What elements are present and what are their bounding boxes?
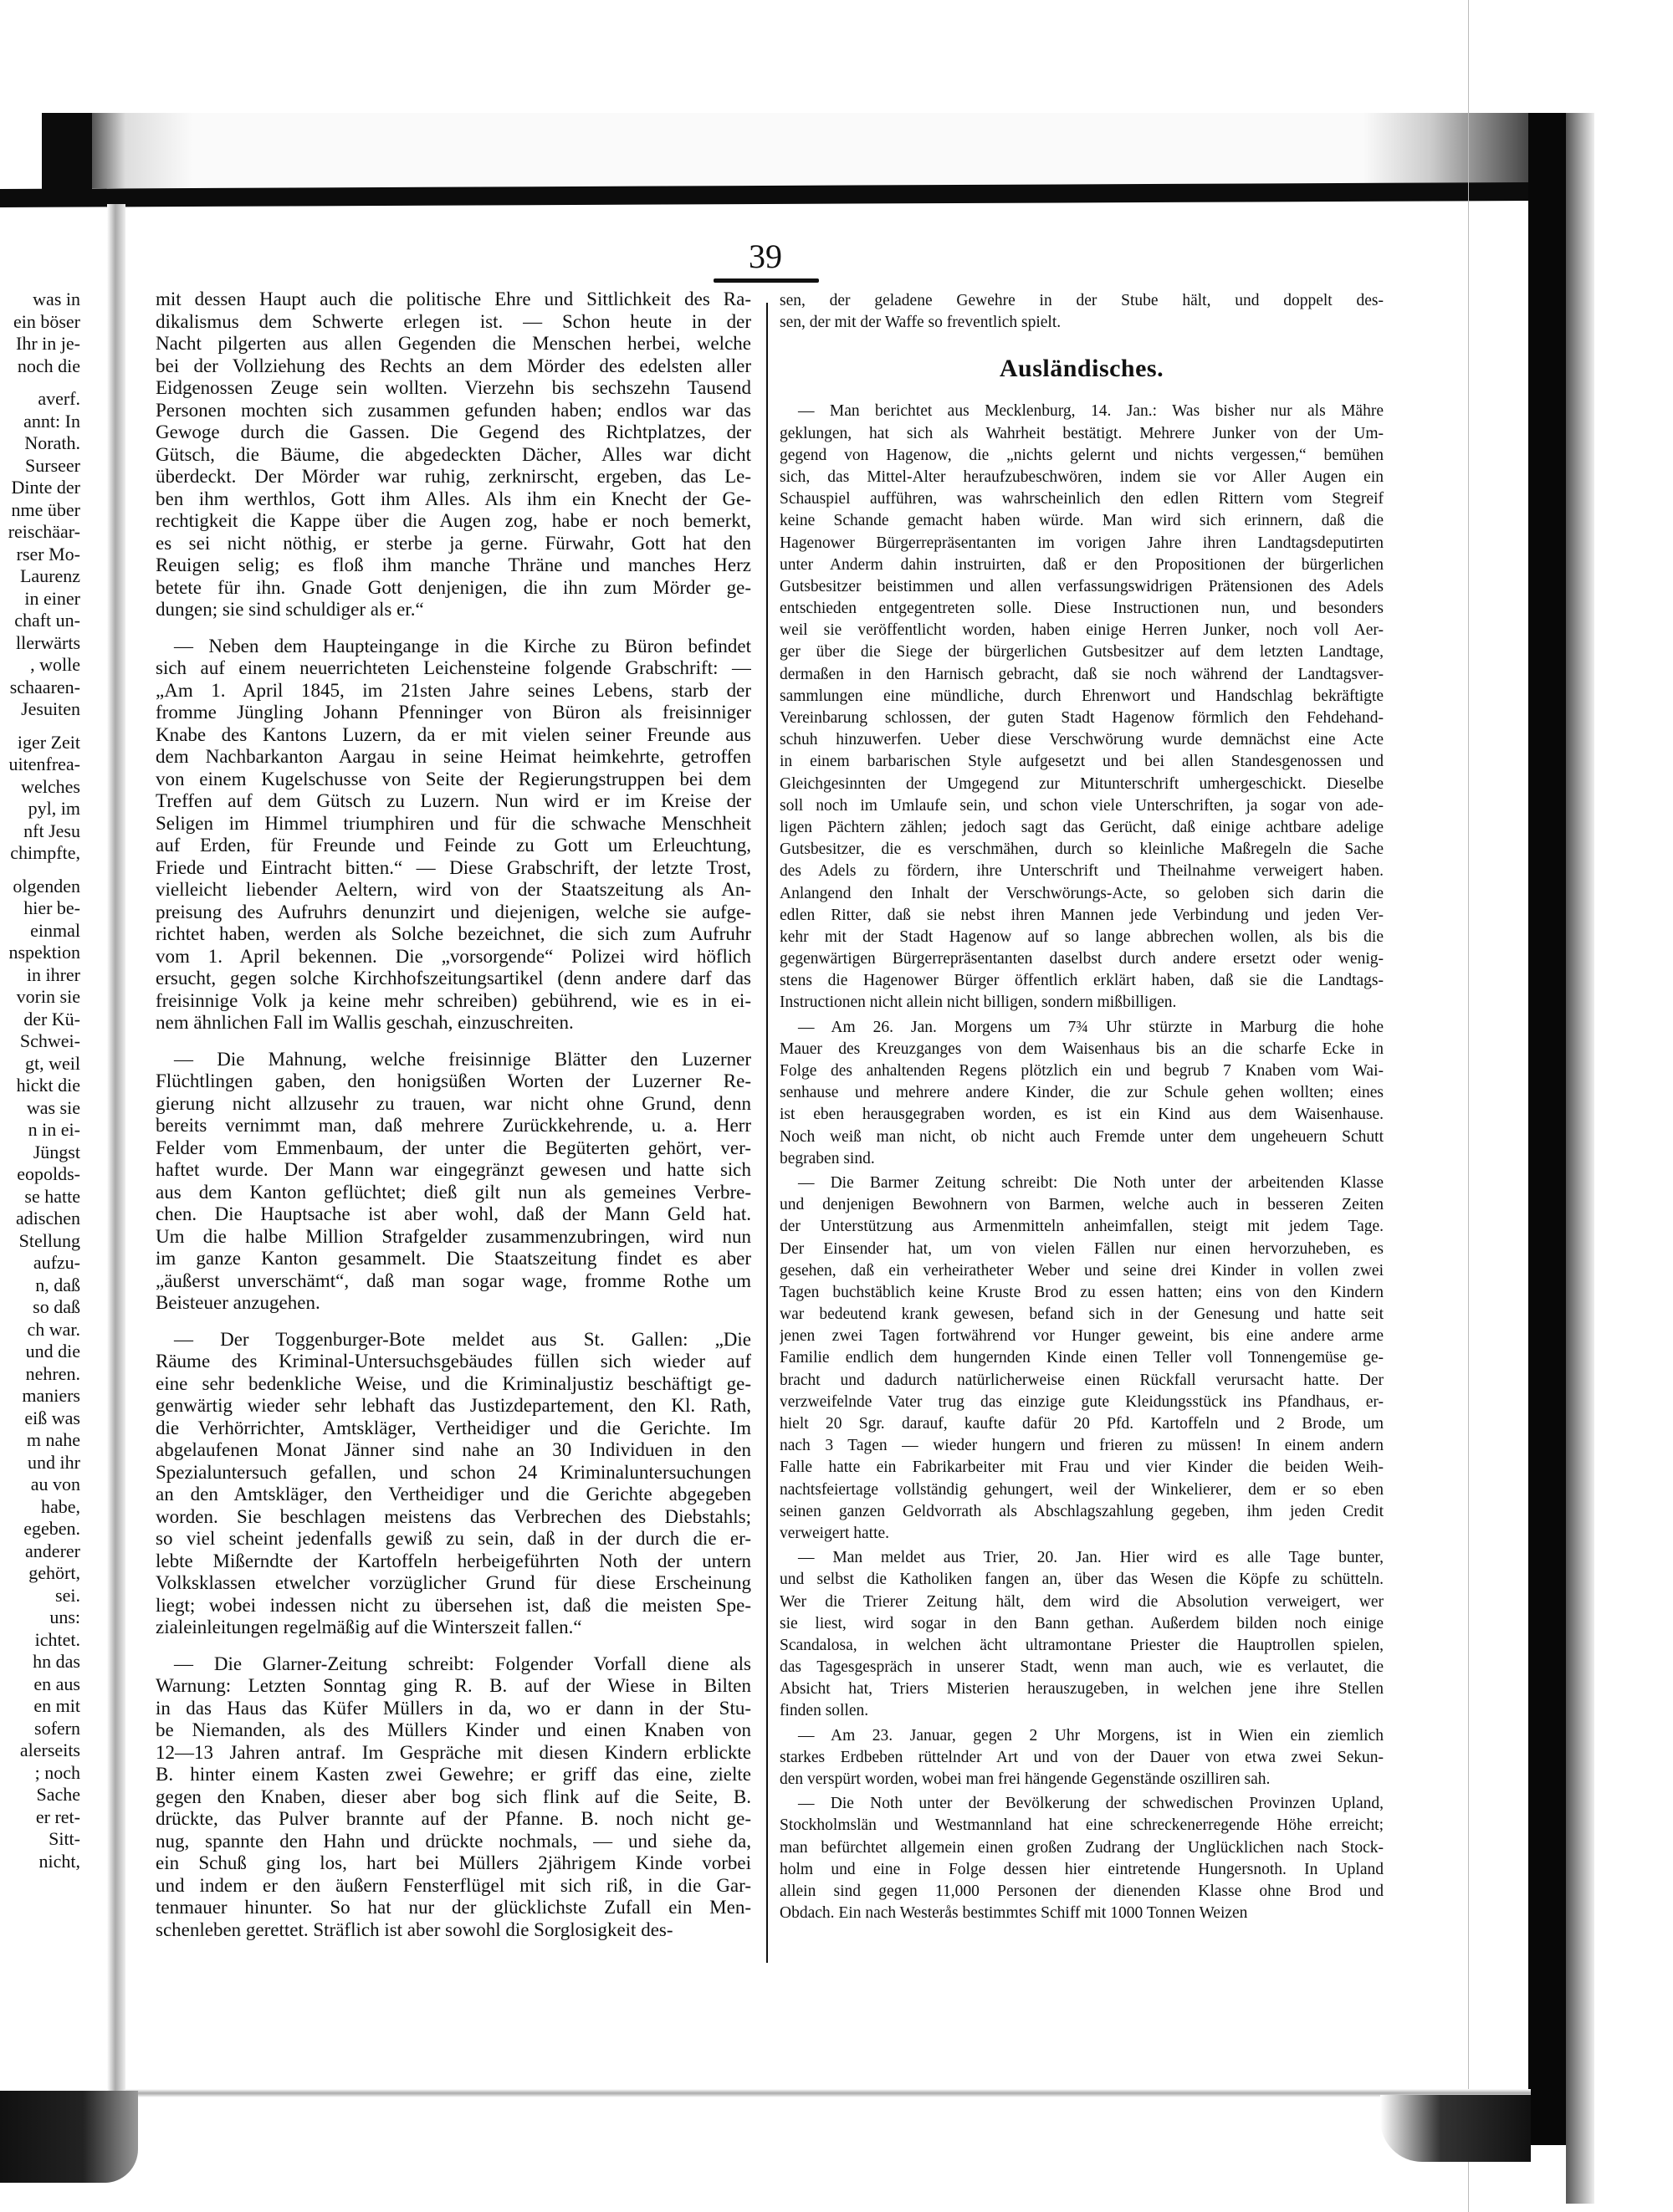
text-line: averf. <box>38 388 80 409</box>
text-line: Ihr in je- <box>16 333 80 354</box>
text-line: nspektion <box>8 942 80 963</box>
text-line: 12—13 Jahren antraf. Im Gespräche mit diesen Kindern erblickte <box>156 1741 751 1763</box>
article-paragraph <box>156 1329 751 1639</box>
text-line: und die <box>25 1341 80 1361</box>
text-line: welches <box>21 775 80 797</box>
text-line: eopolds- <box>17 1163 80 1184</box>
text-line: nft Jesu <box>23 820 80 841</box>
article-paragraph <box>0 876 80 1873</box>
text-line: Felder vom Emmenbaum, der unter die Begüterten gehört, ver- <box>156 1137 751 1158</box>
text-line: in einem barbarischen Style aufgesetzt und bei allen Standesgenossen und <box>780 753 1384 771</box>
text-line: begraben sind. <box>780 1149 875 1167</box>
text-line: sen, der mit der Waffe so freventlich spielt. <box>780 314 1062 332</box>
text-line: habe, <box>40 1495 80 1517</box>
text-line: die Verhörrichter, Amtskläger, Vertheidiger und die Gerichte. Im <box>156 1417 751 1438</box>
text-line: in einer <box>24 587 80 609</box>
text-line: egeben. <box>23 1518 80 1539</box>
article-paragraph <box>780 1793 1384 1924</box>
text-line: der Unterstützung aus Armenmitteln anheimfallen, steigt mit jedem Tage. <box>780 1218 1384 1236</box>
text-line: schaaren- <box>9 676 80 697</box>
text-line: Knabe des Kantons Luzern, da er mit vielen seiner Freunde aus <box>156 723 751 745</box>
text-line: llerwärts <box>16 631 80 653</box>
article-paragraph <box>156 289 751 621</box>
text-line: iger Zeit <box>17 731 80 753</box>
text-line: — Neben dem Haupteingange in die Kirche zu Büron befindet <box>174 635 751 656</box>
text-line: Familie endlich dem hungernden Kinde einen Teller voll Tonnengemüse ge- <box>780 1349 1384 1367</box>
text-line: vom 1. April bekennen. Die „vorsorgende“ Polizei wird höflich <box>156 945 751 967</box>
paragraph-gap <box>0 721 80 732</box>
article-paragraph <box>0 289 80 377</box>
text-line: Sitt- <box>49 1828 80 1849</box>
text-line: was sie <box>26 1096 80 1118</box>
text-line: im ganze Kanton gesammelt. Die Staatszeitung findet es aber <box>156 1248 751 1269</box>
text-line: gt, weil <box>25 1052 80 1074</box>
text-line: bereits vernimmt man, daß mehrere Zurückkehrende, u. a. Herr <box>156 1115 751 1136</box>
text-line: Treffen auf dem Gütsch zu Luzern. Nun wird er im Kreise der <box>156 790 751 811</box>
text-line: Um die halbe Million Strafgelder zusammenzubringen, wird nun <box>156 1225 751 1247</box>
text-line: worden. Sie beschlagen meistens das Verbrechen des Diebstahls; <box>156 1505 751 1527</box>
text-line: bracht und dadurch natürlicherweise einen Rückfall verursacht hatte. Der <box>780 1371 1384 1389</box>
text-line: Falle hatte ein Fabrikarbeiter mit Frau und vier Kinder die beiden Weih- <box>780 1458 1384 1477</box>
text-line: den verspürt worden, wobei man frei hängende Gegenstände oszilliren sah. <box>780 1770 1271 1788</box>
text-line: Warnung: Letzten Sonntag ging R. B. auf der Wiese in Bilten <box>156 1675 751 1696</box>
text-line: in ihrer <box>26 963 80 985</box>
text-line: Gleichgesinnten der Umgegend zur Mitunterschrift umhergeschickt. Dieselbe <box>780 774 1384 793</box>
article-paragraph <box>780 1725 1384 1791</box>
text-line: — Man berichtet aus Mecklenburg, 14. Jan.: Was bisher nur als Mähre <box>798 402 1384 421</box>
text-line: starkes Erdbeben rüttelnder Art und von der Dauer von etwa zwei Sekun- <box>780 1748 1384 1766</box>
text-line: verzweifelnde Vater trug das einzige gute Kleidungsstück ins Pfandhaus, er- <box>780 1392 1384 1411</box>
text-line: Scandalosa, in welchen ächt ultramontane Priester die Hauptrollen spielen, <box>780 1636 1384 1654</box>
text-line: noch die <box>17 355 80 376</box>
paragraph-gap <box>156 1034 751 1049</box>
text-line: und selbst die Katholiken fangen an, über das Wesen die Köpfe zu schütteln. <box>780 1571 1384 1589</box>
text-line: — Die Barmer Zeitung schreibt: Die Noth unter der arbeitenden Klasse <box>798 1173 1384 1192</box>
right-column <box>780 290 1384 1924</box>
previous-page-fragment <box>0 289 80 1872</box>
scan-shadow-top <box>92 113 1531 188</box>
foreign-news-articles <box>780 401 1384 1924</box>
paragraph-gap <box>156 1639 751 1653</box>
text-line: ist eben herausgegraben worden, es ist ein Kind aus dem Waisenhause. <box>780 1106 1384 1124</box>
text-line: uns: <box>49 1607 80 1627</box>
text-line: — Man meldet aus Trier, 20. Jan. Hier wird es alle Tage bunter, <box>798 1549 1384 1567</box>
text-line: soll noch im Umlaufe sein, und schon viele Unterschriften, ja sogar von ade- <box>780 796 1384 815</box>
text-line: ligen Pächtern zählen; jedoch sagt das Gerücht, daß einige achtbare adelige <box>780 818 1384 836</box>
article-paragraph <box>780 1547 1384 1723</box>
text-line: Sache <box>36 1784 80 1805</box>
text-line: en aus <box>33 1673 80 1694</box>
text-line: sei. <box>55 1584 80 1606</box>
text-line: eiß was <box>24 1407 80 1428</box>
text-line: ein Schuß ging los, hart bei Müllers 2jährigem Kinde vorbei <box>156 1852 751 1873</box>
text-line: Stellung <box>18 1229 80 1251</box>
text-line: Der Einsender hat, um von vielen Fällen nur einen hervorzuheben, es <box>780 1239 1384 1258</box>
text-line: nug, spannte den Hahn und drückte nochmals, — und siehe da, <box>156 1830 751 1852</box>
text-line: dungen; sie sind schuldiger als er.“ <box>156 599 424 620</box>
text-line: „äußerst unverschämt“, daß man sogar wage, fromme Rothe um <box>156 1269 751 1291</box>
text-line: gegen den Knaben, dieser aber bog sich flink auf die Seite, B. <box>156 1785 751 1807</box>
book-edge-right <box>1528 113 1566 2145</box>
text-line: n, daß <box>35 1274 80 1295</box>
text-line: ein böser <box>13 310 80 332</box>
article-paragraph <box>0 388 80 721</box>
paragraph-gap <box>0 865 80 876</box>
scan-line <box>1468 0 1469 2212</box>
text-line: , wolle <box>30 654 80 675</box>
text-line: der Kü- <box>23 1008 80 1029</box>
text-line: — Die Glarner-Zeitung schreibt: Folgender Vorfall diene als <box>174 1653 751 1674</box>
article-paragraph <box>0 732 80 865</box>
text-line: Norath. <box>24 432 80 453</box>
text-line: nach 3 Tagen — wieder hungern und frieren zu müssen! In einem andern <box>780 1437 1384 1455</box>
text-line: Schwei- <box>19 1030 80 1051</box>
article-paragraph <box>780 1172 1384 1545</box>
text-line: dikalismus dem Schwerte erlegen ist. — Schon heute in der <box>156 310 751 332</box>
text-line: ben ihm werthlos, Gott ihm Alles. Als ihm ein Knecht der Ge- <box>156 488 751 509</box>
text-line: finden sollen. <box>780 1702 869 1720</box>
text-line: es sei nicht nöthig, er sterbe ja gerne. Fürwahr, Gott hat den <box>156 532 751 554</box>
text-line: anderer <box>25 1540 80 1561</box>
text-line: au von <box>30 1474 80 1494</box>
text-line: kehr mit der Stadt Hagenow auf so lange abbrechen wollen, als bis die <box>780 927 1384 946</box>
text-line: an den Amtskläger, den Vertheidiger und die Gerichte abgegeben <box>156 1484 751 1504</box>
text-line: — Der Toggenburger-Bote meldet aus St. Gallen: „Die <box>174 1328 751 1350</box>
text-line: — Die Mahnung, welche freisinnige Blätter den Luzerner <box>174 1048 751 1070</box>
text-line: se hatte <box>24 1185 80 1207</box>
text-line: Gutsbesitzer, die es verschmähen, durch so kleinliche Maßregeln die Sache <box>780 840 1384 859</box>
text-line: rechtigkeit die Kappe über die Augen zog, habe er noch bemerkt, <box>156 510 751 531</box>
text-line: aus dem Kanton geflüchtet; dieß gilt nun als gemeines Verbre- <box>156 1181 751 1203</box>
text-line: Surseer <box>25 454 80 476</box>
text-line: bei der Vollziehung des Rechts an dem Mörder des edelsten aller <box>156 355 751 376</box>
left-column <box>156 289 751 1941</box>
text-line: schuh hinzuwerfen. Ueber diese Verschwörung wurde demnächst eine Acte <box>780 731 1384 749</box>
text-line: Seligen im Himmel triumphiren und für die schwache Menschheit <box>156 812 751 834</box>
article-paragraph <box>156 1049 751 1315</box>
text-line: eine sehr bedenkliche Weise, und die Kriminaljustiz beschäftigt ge- <box>156 1372 751 1394</box>
text-line: nem ähnlichen Fall im Wallis geschah, einzuschreiten. <box>156 1012 574 1033</box>
text-line: in das Haus das Küfer Müllers in da, wo er dann in der Stu- <box>156 1697 751 1719</box>
text-line: entschieden entgegentreten solle. Diese Instructionen nun, und besonders <box>780 600 1384 618</box>
text-line: rser Mo- <box>16 543 80 564</box>
text-line: war bedeutend krank gewesen, befand sich in der Genesung und hatte seit <box>780 1305 1384 1324</box>
text-line: und denjenigen Bewohnern von Barmen, welche auch in besseren Zeiten <box>780 1196 1384 1214</box>
text-line: verweigert hatte. <box>780 1524 890 1542</box>
text-line: ichtet. <box>34 1628 80 1650</box>
text-line: Schauspiel aufführen, was wahrscheinlich den edlen Rittern vom Stegreif <box>780 490 1384 508</box>
text-line: Jesuiten <box>21 698 80 719</box>
text-line: freisinnige Volk ja keine mehr schreiben) gebührend, wie es in ei- <box>156 989 751 1011</box>
text-line: genwärtig wieder sehr lebhaft das Justizdepartement, den Kl. Rath, <box>156 1395 751 1416</box>
text-line: man befürchtet allgemein einen großen Zudrang der Unglücklichen nach Stock- <box>780 1838 1384 1857</box>
text-line: fromme Jüngling Johann Pfenninger von Büron als freisinniger <box>156 702 751 723</box>
article-paragraph <box>156 636 751 1034</box>
paragraph-gap <box>156 1315 751 1329</box>
text-line: Flüchtlingen gaben, den honigsüßen Worten der Luzerner Re- <box>156 1070 751 1091</box>
text-line: seinen ganzen Geldvorrath als Abschlagszahlung gegeben, ihm jeden Credit <box>780 1502 1384 1520</box>
text-line: m nahe <box>26 1429 80 1450</box>
text-line: abgelaufenen Monat Jänner sind nahe an 30 Individuen in den <box>156 1439 751 1460</box>
text-line: Volksklassen etwelcher vorzüglicher Grund für diese Erscheinung <box>156 1572 751 1593</box>
text-line: nachtsfeiertage vollständig gehungert, weil der Winkelierer, dem er so eben <box>780 1480 1384 1499</box>
text-line: Dinte der <box>11 477 80 498</box>
text-line: sie liest, wird sogar in den Bann gethan. Außerdem bilden noch einige <box>780 1614 1384 1632</box>
text-line: so daß <box>33 1296 80 1317</box>
text-line: „Am 1. April 1845, im 21sten Jahre seines Lebens, starb der <box>156 679 751 701</box>
text-line: nme über <box>11 498 80 520</box>
text-line: B. hinter einem Kasten zwei Gewehre; er griff das eine, zielte <box>156 1764 751 1785</box>
text-line: zialeinleitungen regelmäßig auf die Winterszeit fallen.“ <box>156 1617 582 1637</box>
article-paragraph <box>780 1017 1384 1170</box>
page-bottom-edge <box>125 2089 1531 2097</box>
text-line: annt: In <box>23 410 80 432</box>
text-line: chen. Die Hauptsache ist aber wohl, daß der Mann Geld hat. <box>156 1203 751 1224</box>
text-line: Spezialuntersuch gefallen, und schon 24 Kriminaluntersuchungen <box>156 1461 751 1483</box>
text-line: Stockholmslän und Westmannland hat eine schreckenerregende Höhe erreicht; <box>780 1816 1384 1835</box>
article-paragraph <box>780 401 1384 1014</box>
text-line: Friede und Eintracht bitten.“ — Diese Grabschrift, der letzte Trost, <box>156 856 751 878</box>
text-line: hielt 20 Sgr. darauf, kaufte dafür 20 Pfd. Kartoffeln und 2 Brode, um <box>780 1415 1384 1433</box>
text-line: betete für ihn. Gnade Gott denjenigen, die ihn zum Mörder ge- <box>156 576 751 598</box>
text-line: — Die Noth unter der Bevölkerung der schwedischen Provinzen Upland, <box>798 1795 1384 1813</box>
text-line: Gütsch, die Bäume, die abgedeckten Dächer, Alles war dicht <box>156 443 751 465</box>
text-line: n in ei- <box>28 1119 80 1140</box>
text-line: alerseits <box>19 1739 80 1760</box>
text-line: richtet haben, werden als Solche bezeichnet, die sich zum Aufruhr <box>156 923 751 944</box>
text-line: stens die Hagenower Bürger öffentlich erklärt haben, daß sie die Landtags- <box>780 972 1384 990</box>
text-line: — Am 23. Januar, gegen 2 Uhr Morgens, ist in Wien ein ziemlich <box>798 1726 1384 1745</box>
text-line: Eidgenossen Zeuge sein wollten. Vierzehn bis sechszehn Tausend <box>156 377 751 398</box>
section-heading: Ausländisches. <box>999 355 1164 383</box>
scan-shadow-right <box>1566 113 1594 2204</box>
text-line: be Niemanden, als des Müllers Kinder und einen Knaben von <box>156 1719 751 1740</box>
text-line: Beisteuer anzugehen. <box>156 1292 320 1313</box>
text-line: keine Schande gemacht haben würde. Man wird sich erinnern, daß die <box>780 512 1384 530</box>
text-line: sich auf einem neuerrichteten Leichensteine folgende Grabschrift: — <box>156 657 751 678</box>
text-line: olgenden <box>13 875 80 897</box>
text-line: holm und eine in Folge dessen hier eintretende Hungersnoth. In Upland <box>780 1860 1384 1878</box>
text-line: mit dessen Haupt auch die politische Ehre und Sittlichkeit des Ra- <box>156 289 751 309</box>
text-line: gegenwärtigen Bürgerrepräsentanten daselbst durch andere ersetzt oder wenig- <box>780 950 1384 968</box>
text-line: edlen Ritter, daß sie nebst ihren Mannen jede Verbindung und jeden Ver- <box>780 906 1384 924</box>
text-line: Räume des Kriminal-Untersuchsgebäudes füllen sich wieder auf <box>156 1351 751 1372</box>
text-line: preisung des Aufruhrs denunzirt und diejenigen, welche sie aufge- <box>156 901 751 922</box>
text-line: Wer die Trierer Zeitung hält, dem wird die Absolution verweigert, wer <box>780 1592 1384 1611</box>
text-line: vorin sie <box>16 986 80 1007</box>
text-line: Hagenower Bürgerrepräsentanten im vorigen Jahre ihren Landtagsdeputirten <box>780 534 1384 552</box>
text-line: des Adels zu fördern, ihre Unterschrift und Theilnahme verweigert haben. <box>780 862 1384 881</box>
text-line: auf Erden, für Freunde und Feinde zu Gott um Erleuchtung, <box>156 835 751 856</box>
text-line: Instructionen nicht allein nicht billigen, sondern mißbilligen. <box>780 994 1177 1012</box>
text-line: Folge des anhaltenden Regens plötzlich ein und begrub 7 Knaben vom Wai- <box>780 1062 1384 1080</box>
text-line: Obdach. Ein nach Westerås bestimmtes Schiff mit 1000 Tonnen Weizen <box>780 1904 1248 1923</box>
page-number-rule <box>714 278 819 283</box>
text-line: vielleicht liebender Aeltern, wird von der Staatszeitung als An- <box>156 879 751 900</box>
scan-shadow-bottom-right <box>1380 2095 1531 2162</box>
text-line: Nacht pilgerten aus allen Gegenden die Menschen herbei, welche <box>156 333 751 354</box>
text-line: Noch weiß man nicht, ob nicht auch Fremde unter dem ungeheuern Schutt <box>780 1127 1384 1146</box>
text-line: Laurenz <box>19 565 80 586</box>
text-line: ger über die Siege der bürgerlichen Gutsbesitzer auf dem letzten Landtage, <box>780 643 1384 662</box>
text-line: ch war. <box>27 1318 80 1340</box>
text-line: Reuigen selig; es floß ihm manche Thräne und manches Herz <box>156 554 751 575</box>
text-line: weil sie veröffentlicht worden, haben einige Herren Junker, noch voll Aer- <box>780 621 1384 640</box>
text-line: maniers <box>22 1385 80 1406</box>
paragraph-gap <box>156 621 751 636</box>
text-line: dermaßen in den Harnisch gebracht, daß sie noch während der Landtagsver- <box>780 665 1384 683</box>
text-line: und indem er den äußern Fensterflügel mit sich riß, in die Gar- <box>156 1874 751 1896</box>
text-line: sofern <box>34 1717 80 1739</box>
text-line: liegt; wobei indessen nicht zu übersehen ist, daß die meisten Spe- <box>156 1594 751 1616</box>
text-line: — Am 26. Jan. Morgens um 7¾ Uhr stürzte in Marburg die hohe <box>798 1018 1384 1036</box>
text-line: drückte, das Pulver brannte auf der Pfanne. B. noch nicht ge- <box>156 1808 751 1829</box>
text-line: unter Anderm dahin instruirten, daß er den Propositionen der bürgerlichen <box>780 555 1384 574</box>
text-line: pyl, im <box>28 798 80 819</box>
text-line: und ihr <box>28 1451 80 1473</box>
text-line: adischen <box>16 1208 80 1229</box>
text-line: Jüngst <box>33 1141 80 1162</box>
text-line: nicht, <box>38 1850 80 1872</box>
text-line: uitenfrea- <box>8 754 80 774</box>
text-line: nehren. <box>25 1362 80 1384</box>
text-line: hier be- <box>23 897 80 918</box>
text-line: Absicht hat, Triers Misterien herauszugeben, in welchen jene ihre Stellen <box>780 1680 1384 1699</box>
text-line: gegend von Hagenow, die „nichts gelernt und nichts vergessen,“ bemühen <box>780 446 1384 464</box>
text-line: überdeckt. Der Mörder war ruhig, zerknirscht, ergeben, das Le- <box>156 466 751 487</box>
text-line: dem Nachbarkanton Aargau in seine Heimat heimkehrte, getroffen <box>156 746 751 767</box>
text-line: chaft un- <box>14 610 80 631</box>
text-line: Gutsbesitzer beistimmen und allen verfassungswidrigen Prätensionen des Adels <box>780 577 1384 595</box>
text-line: Tagen buchstäblich keine Kruste Brod zu essen hatten; eins von den Kindern <box>780 1283 1384 1301</box>
text-line: chimpfte, <box>10 842 80 863</box>
text-line: Vereinbarung schlossen, der guten Stadt Hagenow förmlich den Fehdehand- <box>780 709 1384 727</box>
text-line: von einem Kugelschusse von Seite der Regierungstruppen bei dem <box>156 768 751 789</box>
text-line: haftet wurde. Der Mann war eingegränzt gewesen und hatte sich <box>156 1159 751 1180</box>
text-line: hn das <box>33 1651 80 1672</box>
text-line: Mauer des Kreuzganges von dem Waisenhaus bis an die scharfe Ecke in <box>780 1040 1384 1058</box>
text-line: Anlangend den Inhalt der Verschwörungs-Acte, so geloben sich darin die <box>780 884 1384 902</box>
text-line: en mit <box>33 1695 80 1716</box>
text-line: jenen zwei Tagen fortwährend vor Hunger geweint, bis eine andere arme <box>780 1327 1384 1346</box>
text-line: aufzu- <box>33 1252 80 1273</box>
text-line: sammlungen eine mündliche, durch Ehrenwort und Handschlag bekräftigte <box>780 687 1384 705</box>
text-line: gehört, <box>28 1562 80 1583</box>
text-line: allein sind gegen 11,000 Personen der dienenden Klasse ohne Brod und <box>780 1882 1384 1900</box>
text-line: lebte Mißerndte der Kartoffeln herbeigeführten Noth der untern <box>156 1550 751 1571</box>
book-spine-shadow <box>107 204 125 2098</box>
column-divider <box>766 303 768 1963</box>
text-line: was in <box>33 289 80 309</box>
text-line: tenmauer hinunter. So hat nur der glücklichste Zufall ein Men- <box>156 1897 751 1918</box>
text-line: ; noch <box>34 1761 80 1783</box>
article-paragraph <box>156 1653 751 1942</box>
text-line: schenleben gerettet. Sträflich ist aber sowohl die Sorglosigkeit des- <box>156 1918 673 1940</box>
text-line: senhause und mehrere andere Kinder, die zur Schule gehen wollten; eines <box>780 1084 1384 1102</box>
text-line: einmal <box>30 919 80 941</box>
text-line: das Tagesgespräch in unserer Stadt, wenn man auch, wie es verlautet, die <box>780 1658 1384 1677</box>
text-line: hickt die <box>16 1075 80 1096</box>
text-line: gesehen, daß ein verheiratheter Weber und seine drei Kinder in vollen zwei <box>780 1261 1384 1280</box>
text-line: sen, der geladene Gewehre in der Stube hält, und doppelt des- <box>780 292 1384 309</box>
text-line: Gewoge durch die Gassen. Die Gegend des Richtplatzes, der <box>156 421 751 442</box>
continued-article <box>780 290 1384 334</box>
text-line: er ret- <box>35 1806 80 1827</box>
page-number: 39 <box>749 238 782 275</box>
text-line: geklungen, hat sich als Wahrheit bestätigt. Mehrere Junker von der Um- <box>780 424 1384 442</box>
text-line: so viel scheint jedenfalls gewiß zu sein, daß in der durch die er- <box>156 1528 751 1549</box>
text-line: ersucht, gegen solche Kirchhofszeitungsartikel (denn andere darf das <box>156 968 751 989</box>
text-line: reischäar- <box>8 521 80 542</box>
text-line: sich, das Mittel-Alter heraufzubeschwören, indem sie vor Aller Augen ein <box>780 467 1384 486</box>
scan-shadow-bottom-left <box>0 2091 138 2183</box>
text-line: gierung nicht allzusehr zu trauen, war nicht ohne Grund, denn <box>156 1092 751 1114</box>
paragraph-gap <box>0 377 80 388</box>
text-line: Personen mochten sich zusammen gefunden haben; endlos war das <box>156 399 751 421</box>
